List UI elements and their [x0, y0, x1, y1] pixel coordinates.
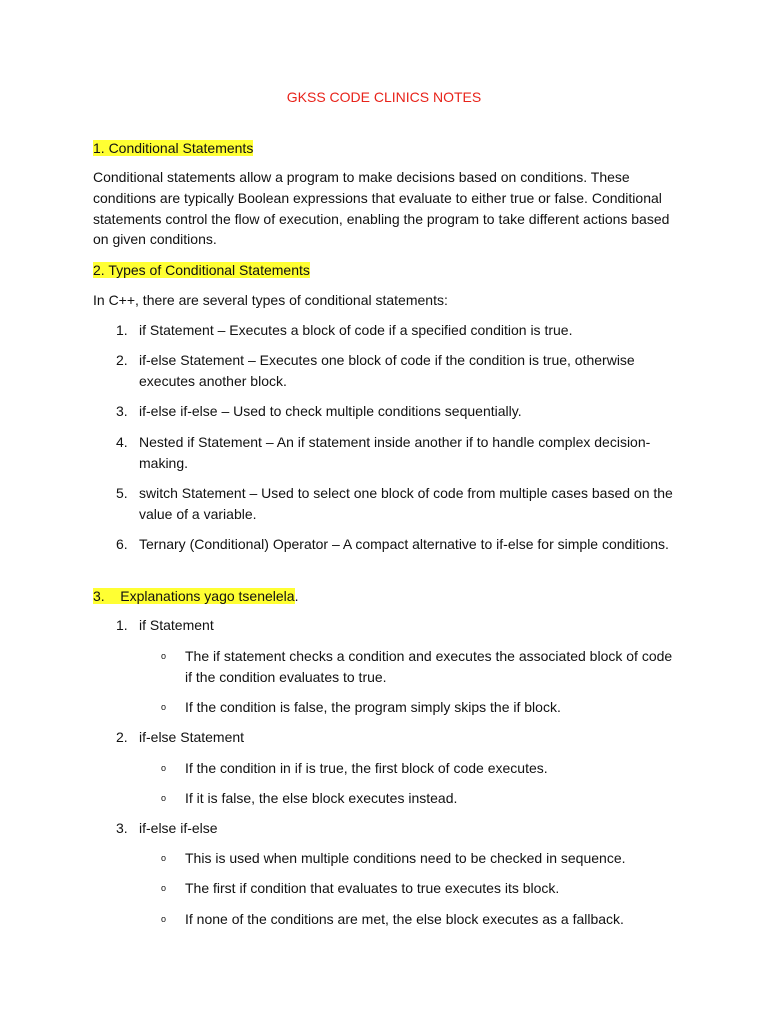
bullet-text: If the condition is false, the program simply skips the if block. [185, 699, 561, 715]
list-item-number: 2. [116, 352, 128, 368]
section-2-heading-text: 2. Types of Conditional Statements [93, 262, 310, 278]
list-item-text: Ternary (Conditional) Operator – A compact alternative to if-else for simple conditions. [139, 536, 669, 552]
list-item-number: 6. [116, 536, 128, 552]
bullet-circle-icon: o [161, 793, 167, 803]
document-title: GKSS CODE CLINICS NOTES [286, 89, 482, 105]
bullet-circle-icon: o [161, 702, 167, 712]
bullet-text: The if statement checks a condition and executes the associated block of code if the condition evaluates to true. [185, 648, 673, 685]
bullet-text: This is used when multiple conditions need to be checked in sequence. [185, 850, 626, 866]
bullet-text: If it is false, the else block executes instead. [185, 790, 458, 806]
section-3-heading [93, 587, 298, 605]
list-item-text: if Statement [139, 617, 214, 633]
section-2-heading [93, 261, 310, 279]
section-2-intro: In C++, there are several types of conditional statements: [93, 292, 448, 308]
list-item-number: 2. [116, 729, 128, 745]
section-3-heading-period: . [294, 588, 299, 604]
section-3-heading-text: 3. Explanations yago tsenelela [93, 588, 295, 604]
section-1-heading [93, 139, 253, 157]
bullet-circle-icon: o [161, 763, 167, 773]
bullet-text: If none of the conditions are met, the else block executes as a fallback. [185, 911, 624, 927]
bullet-text: If the condition in if is true, the first block of code executes. [185, 760, 548, 776]
list-item-text: if-else Statement – Executes one block of code if the condition is true, otherwise executes another block. [139, 352, 635, 389]
section-1-paragraph: Conditional statements allow a program to make decisions based on conditions. These conditions are typically Boolean expressions that evaluate to either true or false. Conditional statements control the flow of execution, enabling the program to take different actions based on given conditions. [93, 169, 670, 248]
bullet-circle-icon: o [161, 883, 167, 893]
list-item-number: 4. [116, 434, 128, 450]
list-item-number: 3. [116, 403, 128, 419]
bullet-circle-icon: o [161, 651, 167, 661]
list-item-number: 3. [116, 820, 128, 836]
bullet-text: The first if condition that evaluates to true executes its block. [185, 880, 560, 896]
list-item-number: 1. [116, 617, 128, 633]
section-1-heading-text: 1. Conditional Statements [93, 140, 254, 156]
list-item-number: 5. [116, 485, 128, 501]
list-item-text: if Statement – Executes a block of code if a specified condition is true. [139, 322, 573, 338]
list-item-text: switch Statement – Used to select one block of code from multiple cases based on the value of a variable. [139, 485, 673, 522]
list-item-text: if-else if-else [139, 820, 218, 836]
list-item-text: if-else Statement [139, 729, 245, 745]
list-item-text: Nested if Statement – An if statement inside another if to handle complex decision-making. [139, 434, 651, 471]
list-item-text: if-else if-else – Used to check multiple conditions sequentially. [139, 403, 522, 419]
list-item-number: 1. [116, 322, 128, 338]
bullet-circle-icon: o [161, 914, 167, 924]
bullet-circle-icon: o [161, 853, 167, 863]
